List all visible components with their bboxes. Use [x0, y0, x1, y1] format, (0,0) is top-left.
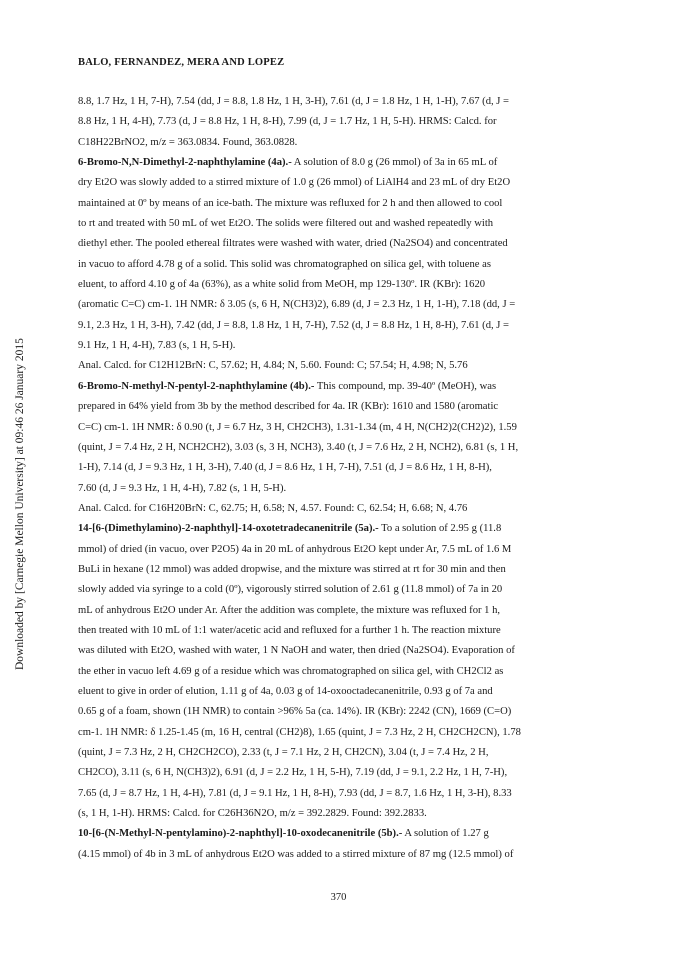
- text-line: eluent, to afford 4.10 g of 4a (63%), as a white solid from MeOH, mp 129-130º. IR (KBr): 1620: [78, 279, 486, 291]
- text-line: 0.65 g of a foam, shown (1H NMR) to contain >96% 5a (ca. 14%). IR (KBr): 2242 (CN), 1669 (C=O): [78, 706, 512, 718]
- text-line: eluent to give in order of elution, 1.11 g of 4a, 0.03 g of 14-oxooctadecanenitrile, 0.93 g of 7a and: [78, 685, 493, 697]
- analysis-line: Anal. Calcd. for C12H12BrN: C, 57.62; H, 4.84; N, 5.60. Found: C; 57.54; H, 4.98; N, 5.76: [78, 360, 468, 372]
- text-line: cm-1. 1H NMR: δ 1.25-1.45 (m, 16 H, central (CH2)8), 1.65 (quint, J = 7.3 Hz, 2 H, CH2CH2CN), 1.78: [78, 726, 521, 738]
- text-line: (aromatic C=C) cm-1. 1H NMR: δ 3.05 (s, 6 H, N(CH3)2), 6.89 (d, J = 2.3 Hz, 1 H, 1-H), 7.18 (dd, J =: [78, 299, 516, 311]
- text-line: 8.8, 1.7 Hz, 1 H, 7-H), 7.54 (dd, J = 8.8, 1.8 Hz, 1 H, 3-H), 7.61 (d, J = 1.8 Hz, 1 H, 1-H), 7.67 (d, J =: [78, 96, 510, 107]
- page-number: 370: [330, 892, 347, 903]
- text-line: mL of anhydrous Et2O under Ar. After the addition was complete, the mixture was refluxed for 1 h,: [78, 604, 501, 616]
- compound-heading-5b: 10-[6-(N-Methyl-N-pentylamino)-2-naphthyl]-10-oxodecanenitrile (5b).- A solution of 1.27 g: [78, 828, 489, 840]
- text-line: dry Et2O was slowly added to a stirred mixture of 1.0 g (26 mmol) of LiAlH4 and 23 mL of dry Et2O: [78, 177, 511, 189]
- text-line: (quint, J = 7.3 Hz, 2 H, CH2CH2CO), 2.33 (t, J = 7.1 Hz, 2 H, CH2CN), 3.04 (t, J = 7.4 Hz, 2 H,: [78, 747, 489, 758]
- text-line: 9.1, 2.3 Hz, 1 H, 3-H), 7.42 (dd, J = 8.8, 1.8 Hz, 1 H, 7-H), 7.52 (d, J = 8.8 Hz, 1 H, 8-H), 7.61 (d, J =: [78, 319, 510, 331]
- text-line: 7.60 (d, J = 9.3 Hz, 1 H, 4-H), 7.82 (s, 1 H, 5-H).: [78, 482, 287, 494]
- analysis-line: Anal. Calcd. for C16H20BrN: C, 62.75; H, 6.58; N, 4.57. Found: C, 62.54; H, 6.68; N, 4.76: [78, 502, 468, 514]
- text-line: mmol) of dried (in vacuo, over P2O5) 4a in 20 mL of anhydrous Et2O kept under Ar, 7.5 mL of 1.6 M: [78, 543, 512, 555]
- text-line: diethyl ether. The pooled ethereal filtrates were washed with water, dried (Na2SO4) and concentrated: [78, 238, 508, 250]
- article-body: [78, 92, 608, 865]
- text-line: (s, 1 H, 1-H). HRMS: Calcd. for C26H36N2O, m/z = 392.2829. Found: 392.2833.: [78, 808, 427, 820]
- text-line: slowly added via syringe to a cold (0º), vigorously stirred solution of 2.61 g (11.8 mmol) of 7a in 20: [78, 584, 503, 596]
- text-line: to rt and treated with 50 mL of wet Et2O. The solids were filtered out and washed repeatedly with: [78, 218, 494, 230]
- text-line: CH2CO), 3.11 (s, 6 H, N(CH3)2), 6.91 (d, J = 2.2 Hz, 1 H, 5-H), 7.19 (dd, J = 9.1, 2.2 Hz, 1 H, 7-H),: [78, 767, 508, 779]
- text-line: maintained at 0º by means of an ice-bath. The mixture was refluxed for 2 h and then allowed to cool: [78, 197, 503, 209]
- text-line: 9.1 Hz, 1 H, 4-H), 7.83 (s, 1 H, 5-H).: [78, 340, 236, 352]
- text-line: C=C) cm-1. 1H NMR: δ 0.90 (t, J = 6.7 Hz, 3 H, CH2CH3), 1.31-1.34 (m, 4 H, N(CH2)2(CH2)2), 1.59: [78, 421, 517, 433]
- text-line: 1-H), 7.14 (d, J = 9.3 Hz, 1 H, 3-H), 7.40 (d, J = 8.6 Hz, 1 H, 7-H), 7.51 (d, J = 8.6 Hz, 1 H, 8-H),: [78, 462, 492, 474]
- running-head: BALO, FERNANDEZ, MERA AND LOPEZ: [78, 57, 285, 68]
- compound-heading-5a: 14-[6-(Dimethylamino)-2-naphthyl]-14-oxotetradecanenitrile (5a).- To a solution of 2.95 g (11.8: [78, 523, 502, 535]
- compound-heading-4b: 6-Bromo-N-methyl-N-pentyl-2-naphthylamine (4b).- This compound, mp. 39-40º (MeOH), was: [78, 380, 497, 392]
- text-line: 8.8 Hz, 1 H, 4-H), 7.73 (d, J = 8.8 Hz, 1 H, 8-H), 7.99 (d, J = 1.7 Hz, 1 H, 5-H). HRMS: Calcd. for: [78, 116, 497, 128]
- text-line: 7.65 (d, J = 8.7 Hz, 1 H, 4-H), 7.81 (d, J = 9.1 Hz, 1 H, 8-H), 7.93 (dd, J = 8.7, 1.6 Hz, 1 H, 3-H), 8.33: [78, 787, 512, 799]
- text-line: then treated with 10 mL of 1:1 water/acetic acid and refluxed for a further 1 h. The reaction mixture: [78, 624, 501, 636]
- text-line: the ether in vacuo left 4.69 g of a residue which was chromatographed on silica gel, with CH2Cl2 as: [78, 665, 504, 677]
- text-line: BuLi in hexane (12 mmol) was added dropwise, and the mixture was stirred at rt for 30 min and then: [78, 563, 506, 575]
- text-line: in vacuo to afford 4.78 g of a solid. This solid was chromatographed on silica gel, with toluene as: [78, 258, 491, 270]
- text-line: was diluted with Et2O, washed with water, 1 N NaOH and water, then dried (Na2SO4). Evaporation of: [78, 645, 515, 657]
- text-line: prepared in 64% yield from 3b by the method described for 4a. IR (KBr): 1610 and 1580 (aromatic: [78, 401, 499, 413]
- text-line: (quint, J = 7.4 Hz, 2 H, NCH2CH2), 3.03 (s, 3 H, NCH3), 3.40 (t, J = 7.6 Hz, 2 H, NCH2), 6.81 (s, 1 H,: [78, 441, 519, 453]
- compound-heading-4a: 6-Bromo-N,N-Dimethyl-2-naphthylamine (4a).- A solution of 8.0 g (26 mmol) of 3a in 65 mL of: [78, 157, 498, 169]
- text-line: C18H22BrNO2, m/z = 363.0834. Found, 363.0828.: [78, 136, 298, 148]
- text-line: (4.15 mmol) of 4b in 3 mL of anhydrous Et2O was added to a stirred mixture of 87 mg (12.5 mmol) of: [78, 848, 514, 860]
